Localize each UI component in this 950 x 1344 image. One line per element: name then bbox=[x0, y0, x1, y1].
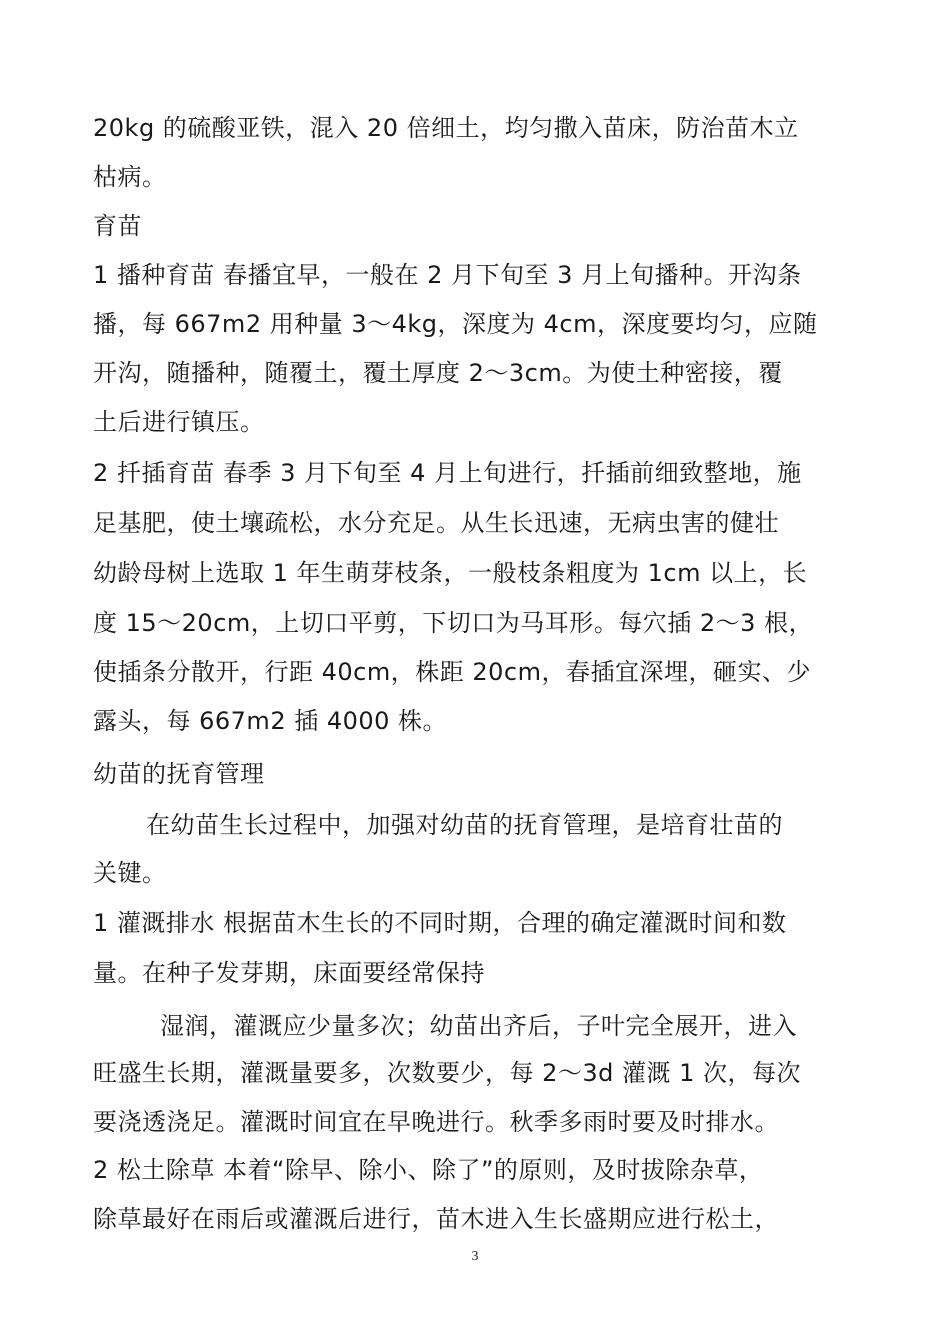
text-line: 播，每 667m2 用种量 3～4kg，深度为 4cm，深度要均匀，应随 bbox=[93, 310, 818, 338]
text-line: 土后进行镇压。 bbox=[93, 408, 265, 436]
text-line: 幼龄母树上选取 1 年生萌芽枝条，一般枝条粗度为 1cm 以上，长 bbox=[93, 559, 808, 587]
text-line: 20kg 的硫酸亚铁，混入 20 倍细土，均匀撒入苗床，防治苗木立 bbox=[93, 114, 799, 142]
text-line: 度 15～20cm，上切口平剪，下切口为马耳形。每穴插 2～3 根， bbox=[93, 609, 814, 637]
text-line: 除草最好在雨后或灌溉后进行，苗木进入生长盛期应进行松土， bbox=[93, 1205, 779, 1233]
text-line: 2 松土除草 本着“除早、除小、除了”的原则，及时拔除杂草， bbox=[93, 1156, 764, 1184]
text-line: 量。在种子发芽期，床面要经常保持 bbox=[93, 959, 485, 987]
text-line: 湿润，灌溉应少量多次；幼苗出齐后，子叶完全展开，进入 bbox=[160, 1012, 797, 1040]
text-line: 关键。 bbox=[93, 859, 167, 887]
text-line: 旺盛生长期，灌溉量要多，次数要少，每 2～3d 灌溉 1 次，每次 bbox=[93, 1059, 802, 1087]
text-line: 露头，每 667m2 插 4000 株。 bbox=[93, 707, 448, 735]
text-line: 足基肥，使土壤疏松，水分充足。从生长迅速，无病虫害的健壮 bbox=[93, 509, 779, 537]
section-heading: 幼苗的抚育管理 bbox=[93, 760, 265, 788]
text-line: 在幼苗生长过程中，加强对幼苗的抚育管理，是培育壮苗的 bbox=[146, 811, 783, 839]
text-line: 1 灌溉排水 根据苗木生长的不同时期，合理的确定灌溉时间和数 bbox=[93, 909, 787, 937]
text-line: 2 扦插育苗 春季 3 月下旬至 4 月上旬进行，扦插前细致整地，施 bbox=[93, 459, 802, 487]
text-line: 1 播种育苗 春播宜早，一般在 2 月下旬至 3 月上旬播种。开沟条 bbox=[93, 261, 802, 289]
section-heading: 育苗 bbox=[93, 212, 142, 240]
text-line: 使插条分散开，行距 40cm，株距 20cm，春插宜深埋，砸实、少 bbox=[93, 658, 811, 686]
text-line: 开沟，随播种，随覆土，覆土厚度 2～3cm。为使土种密接，覆 bbox=[93, 359, 783, 387]
text-line: 要浇透浇足。灌溉时间宜在早晚进行。秋季多雨时要及时排水。 bbox=[93, 1108, 779, 1136]
page-number: 3 bbox=[471, 1249, 479, 1264]
text-line: 枯病。 bbox=[93, 163, 167, 191]
